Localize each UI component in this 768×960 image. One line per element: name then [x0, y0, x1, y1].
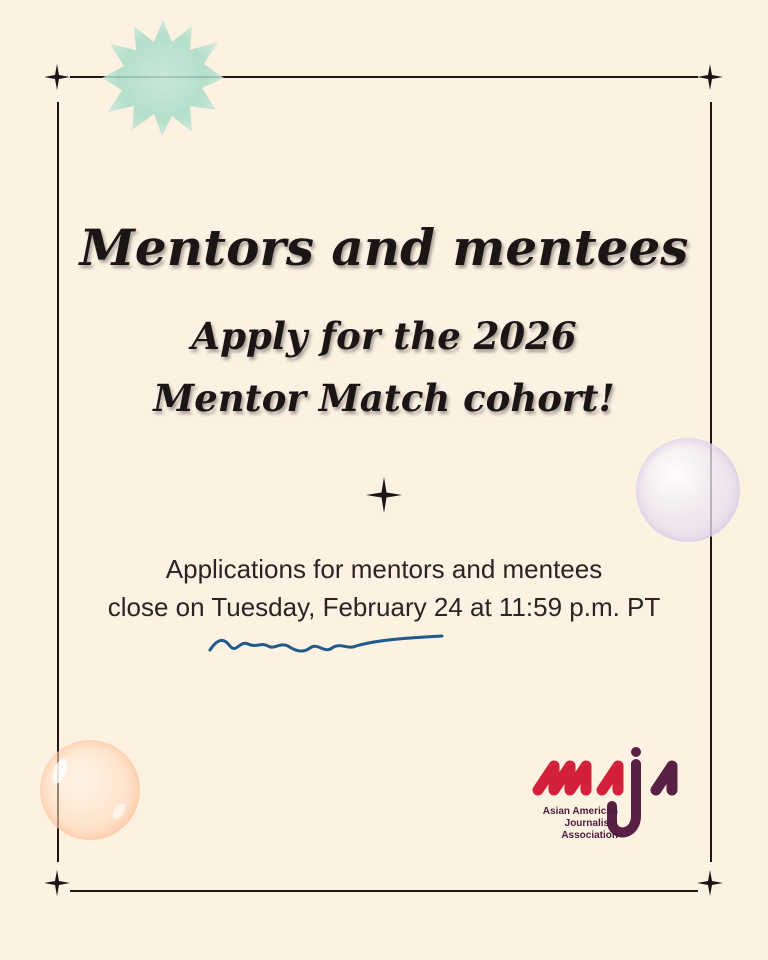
corner-star-icon — [697, 870, 723, 896]
bubble-decoration — [40, 740, 140, 840]
logo-name-line-2: Journalists — [564, 818, 618, 829]
aaja-logo-text — [518, 806, 618, 842]
corner-star-icon — [697, 64, 723, 90]
corner-star-icon — [44, 870, 70, 896]
starburst-decoration — [100, 18, 226, 138]
subtitle-line-2: Mentor Match cohort! — [153, 376, 615, 420]
logo-name-line-1: Asian American — [542, 806, 618, 817]
bubble-highlight — [50, 757, 70, 786]
divider-star-icon — [366, 477, 402, 513]
corner-star-icon — [44, 64, 70, 90]
squiggle-underline — [206, 630, 446, 660]
frame-bottom-line — [70, 890, 698, 892]
page-title: Mentors and mentees — [79, 218, 689, 277]
bubble-highlight — [110, 801, 129, 821]
bubble-decoration — [636, 438, 740, 542]
deadline-text-line-1: Applications for mentors and mentees — [165, 554, 603, 584]
subtitle-line-1: Apply for the 2026 — [191, 314, 577, 358]
deadline-text-line-2: close on Tuesday, February 24 at 11:59 p.m. PT — [107, 592, 661, 622]
logo-name-line-3: Association — [561, 830, 618, 841]
frame-left-line — [57, 102, 59, 862]
